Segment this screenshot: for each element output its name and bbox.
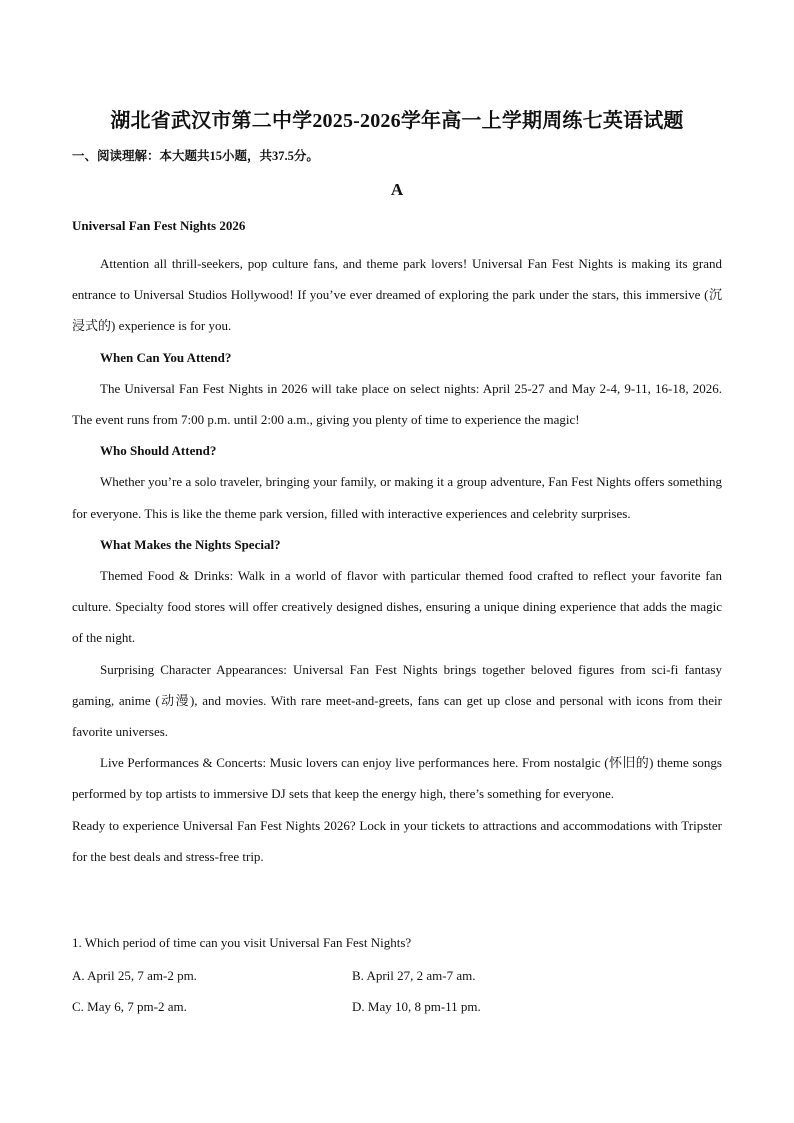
option-d: D. May 10, 8 pm-11 pm. xyxy=(352,999,481,1014)
article-body xyxy=(72,248,722,872)
option-b: B. April 27, 2 am-7 am. xyxy=(352,968,476,983)
subheading-when: When Can You Attend? xyxy=(100,349,232,365)
paragraph-closing: Ready to experience Universal Fan Fest Nights 2026? Lock in your tickets to attractions and accommodations with Tripster for the best deals and stress-free trip. xyxy=(72,817,722,864)
paragraph-intro: Attention all thrill-seekers, pop culture fans, and theme park lovers! Universal Fan Fest Nights is making its grand entrance to Universal Studios Hollywood! If you’ve ever dreamed of exploring the park under the stars, this immersive (沉浸式的) experience is for you. xyxy=(72,256,722,334)
question-1: 1. Which period of time can you visit Universal Fan Fest Nights? xyxy=(72,935,412,950)
option-c: C. May 6, 7 pm-2 am. xyxy=(72,999,187,1014)
paragraph-who: Whether you’re a solo traveler, bringing your family, or making it a group adventure, Fan Fest Nights offers something for everyone. This is like the theme park version, filled with interactive experiences and celebrity surprises. xyxy=(72,474,722,521)
paragraph-performances: Live Performances & Concerts: Music lovers can enjoy live performances here. From nostalgic (怀旧的) theme songs performed by top artists to immersive DJ sets that keep the energy high, there’s something for everyone. xyxy=(72,755,722,802)
paragraph-when: The Universal Fan Fest Nights in 2026 will take place on select nights: April 25-27 and May 2-4, 9-11, 16-18, 2026. The event runs from 7:00 p.m. until 2:00 a.m., giving you plenty of time to experience the magic! xyxy=(72,380,722,428)
exam-title: 湖北省武汉市第二中学2025-2026学年高一上学期周练七英语试题 xyxy=(110,110,684,132)
subheading-who: Who Should Attend? xyxy=(100,443,217,459)
paragraph-characters: Surprising Character Appearances: Universal Fan Fest Nights brings together beloved figures from sci-fi fantasy gaming, anime (动漫), and movies. With rare meet-and-greets, fans can get up close and personal with icons from their favorite universes. xyxy=(72,661,722,740)
options-row xyxy=(72,966,722,997)
passage-letter: A xyxy=(390,180,404,199)
option-a: A. April 25, 7 am-2 pm. xyxy=(72,968,197,983)
section-heading: 一、阅读理解：本大题共15小题，共37.5分。 xyxy=(72,149,319,163)
subheading-special: What Makes the Nights Special? xyxy=(100,536,281,552)
paragraph-food: Themed Food & Drinks: Walk in a world of flavor with particular themed food crafted to reflect your favorite fan culture. Specialty food stores will offer creatively designed dishes, ensuring a unique dining experience that adds the magic of the night. xyxy=(72,568,722,646)
question-1-options xyxy=(72,966,722,1028)
article-title: Universal Fan Fest Nights 2026 xyxy=(72,218,246,233)
options-row xyxy=(72,997,722,1028)
